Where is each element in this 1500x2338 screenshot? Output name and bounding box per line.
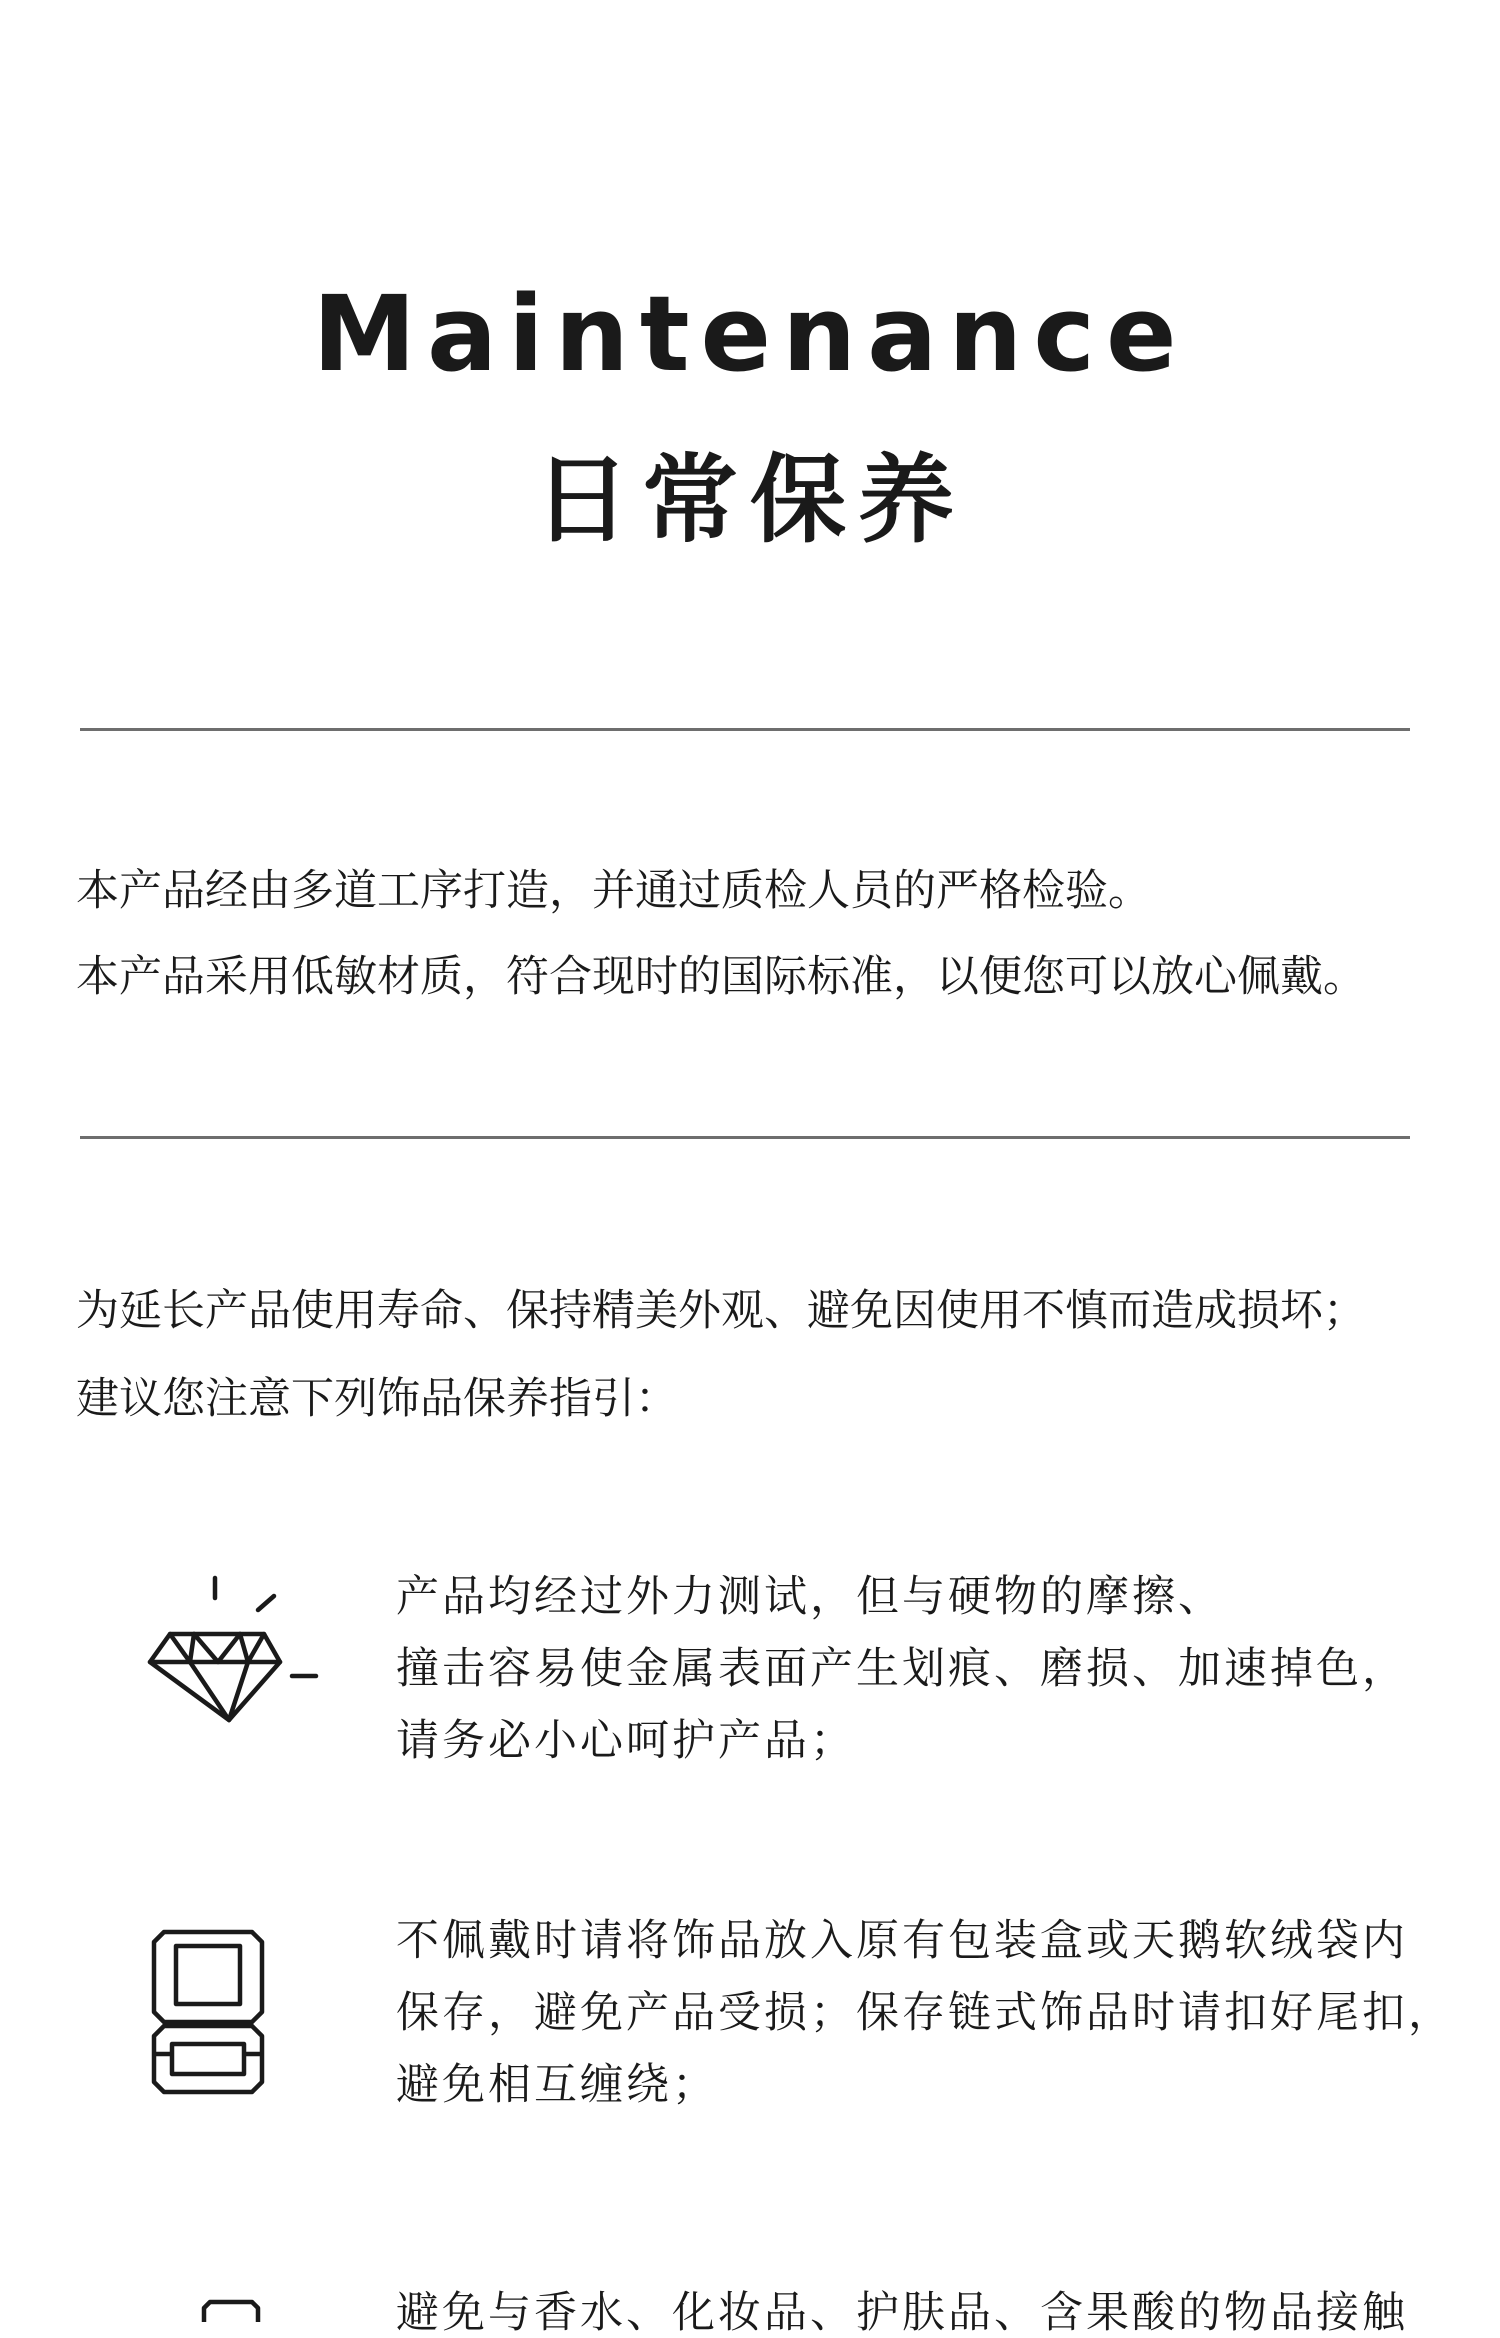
diamond-icon <box>140 1570 340 1730</box>
item-2-line-3: 避免相互缠绕； <box>396 2060 718 2110</box>
item-2-line-2: 保存，避免产品受损；保存链式饰品时请扣好尾扣， <box>396 1988 1454 2038</box>
guide-line-1: 为延长产品使用寿命、保持精美外观、避免因使用不慎而造成损坏； <box>76 1286 1366 1336</box>
page-title-english: Maintenance <box>312 273 1188 395</box>
intro-line-1: 本产品经由多道工序打造，并通过质检人员的严格检验。 <box>76 866 1151 916</box>
divider-top <box>80 728 1410 731</box>
item-1-line-1: 产品均经过外力测试，但与硬物的摩擦、 <box>396 1572 1224 1622</box>
intro-line-2: 本产品采用低敏材质，符合现时的国际标准，以便您可以放心佩戴。 <box>76 952 1366 1002</box>
bottle-icon <box>196 2298 266 2322</box>
item-2-line-1: 不佩戴时请将饰品放入原有包装盒或天鹅软绒袋内 <box>396 1916 1408 1966</box>
item-1-line-2: 撞击容易使金属表面产生划痕、磨损、加速掉色， <box>396 1644 1408 1694</box>
item-3-line-1: 避免与香水、化妆品、护肤品、含果酸的物品接触 <box>396 2288 1408 2338</box>
jewelry-box-icon <box>146 1928 270 2098</box>
page-title-chinese: 日常保养 <box>534 444 966 556</box>
item-1-line-3: 请务必小心呵护产品； <box>396 1716 856 1766</box>
guide-line-2: 建议您注意下列饰品保养指引： <box>76 1374 678 1424</box>
divider-middle <box>80 1136 1410 1139</box>
